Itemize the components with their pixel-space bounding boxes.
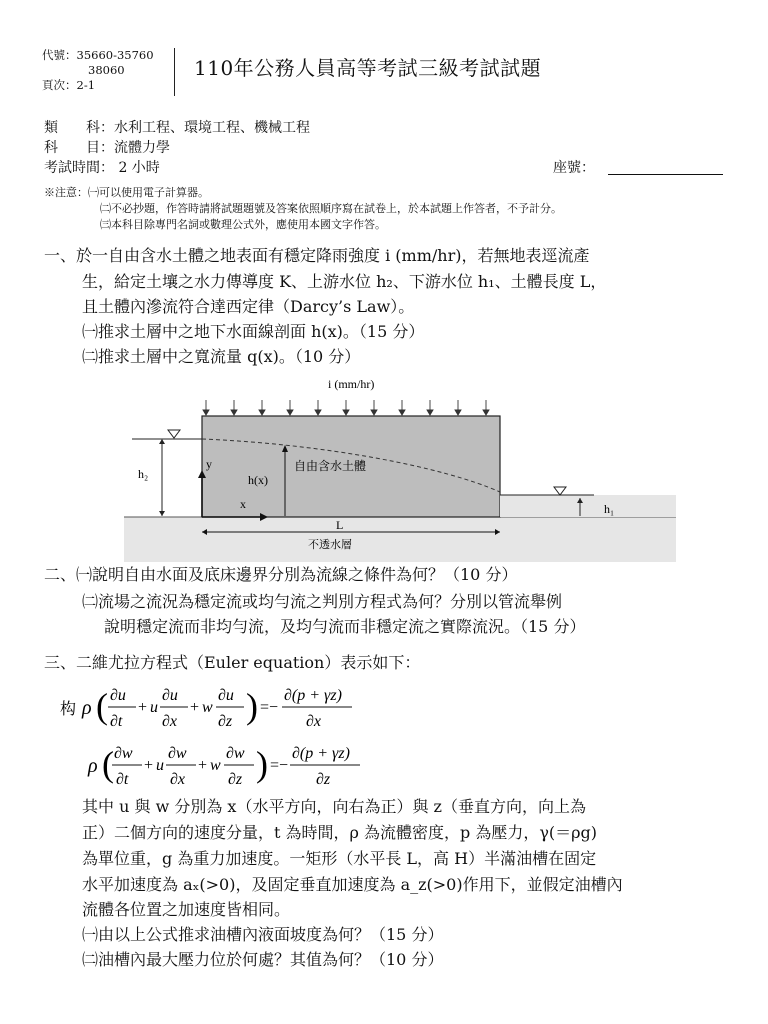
svg-text:∂u: ∂u	[110, 687, 126, 704]
svg-text:∂x: ∂x	[306, 713, 322, 730]
q3-line-5: 水平加速度為 aₓ(>0)，及固定垂直加速度為 a_z(>0)作用下，並假定油槽內	[82, 875, 623, 894]
q1-line-2: 生，給定土壤之水力傳導度 K、上游水位 h₂、下游水位 h₁、土體長度 L，	[82, 272, 607, 291]
exam-category: 類 科：水利工程、環境工程、機械工程	[44, 120, 310, 136]
exam-subject: 科 目：流體力學	[44, 140, 170, 156]
impermeable-label: 不透水層	[308, 538, 352, 551]
svg-text:∂u: ∂u	[218, 687, 234, 704]
svg-text:∂w: ∂w	[114, 745, 133, 762]
upstream-water-icon	[168, 430, 180, 438]
svg-text:ρ: ρ	[82, 697, 92, 719]
downstream-water-icon	[554, 487, 566, 495]
svg-text:(: (	[102, 744, 114, 784]
svg-text:(: (	[96, 686, 108, 726]
q3-line-3: 正）二個方向的速度分量，t 為時間，ρ 為流體密度，p 為壓力，γ(＝ρg)	[82, 823, 598, 842]
q3-line-1: 三、二維尤拉方程式（Euler equation）表示如下：	[44, 653, 421, 672]
length-label: L	[336, 518, 344, 532]
svg-text:): )	[246, 686, 258, 726]
q1-line-3: 且土體內滲流符合達西定律（Darcy’s Law）。	[82, 297, 415, 316]
q3-line-6: 流體各位置之加速度皆相同。	[82, 900, 291, 919]
svg-text:+: +	[144, 757, 154, 774]
q2-line-2: ㈡流場之流況為穩定流或均勻流之判別方程式為何？分別以管流舉例	[82, 592, 563, 611]
q1-line-1: 一、於一自由含水土體之地表面有穩定降雨強度 i (mm/hr)，若無地表逕流產	[44, 246, 590, 265]
svg-text:∂z: ∂z	[228, 771, 243, 788]
q3-sub-2: ㈡油槽內最大壓力位於何處？其值為何？（10 分）	[82, 950, 444, 969]
svg-text:∂(p + γz): ∂(p + γz)	[284, 687, 342, 704]
svg-text:∂u: ∂u	[162, 687, 178, 704]
exam-code: 代號：35660-35760	[42, 48, 154, 62]
q1-sub-2: ㈡推求土層中之寬流量 q(x)。（10 分）	[82, 347, 361, 366]
svg-text:w: w	[202, 699, 213, 716]
q2-line-1: 二、㈠說明自由水面及底床邊界分別為流線之條件為何？（10 分）	[44, 565, 518, 584]
svg-text:∂w: ∂w	[226, 745, 245, 762]
svg-text:): )	[256, 744, 268, 784]
euler-equation-z	[60, 738, 400, 798]
note-1: ※注意：㈠可以使用電子計算器。	[44, 186, 209, 199]
exam-code-extra: 38060	[88, 63, 125, 77]
svg-text:+: +	[198, 757, 208, 774]
svg-text:∂z: ∂z	[316, 771, 331, 788]
svg-text:∂t: ∂t	[110, 713, 123, 730]
h2-label: h₂	[138, 467, 149, 481]
soil-label: 自由含水土體	[294, 459, 367, 473]
note-3: ㈢本科目除專門名詞或數理公式外，應使用本國文字作答。	[100, 218, 386, 231]
y-axis-label: y	[206, 457, 212, 471]
svg-text:∂x: ∂x	[170, 771, 186, 788]
x-axis-label: x	[240, 497, 246, 511]
q3-line-2: 其中 u 與 w 分別為 x（水平方向，向右為正）與 z（垂直方向，向上為	[82, 797, 586, 816]
seat-number-label: 座號：	[553, 160, 595, 176]
q1-sub-1: ㈠推求土層中之地下水面線剖面 h(x)。（15 分）	[82, 322, 425, 341]
svg-text:=−: =−	[270, 757, 289, 774]
svg-text:u: u	[156, 757, 164, 774]
seat-number-field[interactable]	[608, 174, 723, 175]
q2-line-3: 說明穩定流而非均勻流，及均勻流而非穩定流之實際流況。（15 分）	[104, 617, 586, 636]
svg-text:w: w	[210, 757, 221, 774]
rain-label: i (mm/hr)	[328, 377, 375, 391]
hx-label: h(x)	[248, 473, 268, 487]
svg-text:∂(p + γz): ∂(p + γz)	[292, 745, 350, 762]
page-number: 頁次：2-1	[42, 78, 96, 92]
svg-text:u: u	[150, 699, 158, 716]
svg-text:∂t: ∂t	[116, 771, 129, 788]
svg-text:+: +	[138, 699, 148, 716]
rain-arrows	[203, 400, 489, 415]
euler-equation-x	[60, 680, 400, 740]
svg-text:ρ: ρ	[88, 755, 98, 777]
svg-text:∂z: ∂z	[218, 713, 233, 730]
seepage-diagram	[124, 372, 676, 562]
h1-label: h₁	[604, 502, 615, 516]
q3-line-4: 為單位重，g 為重力加速度。一矩形（水平長 L，高 H）半滿油槽在固定	[82, 849, 597, 868]
note-2: ㈡不必抄題，作答時請將試題題號及答案依照順序寫在試卷上，於本試題上作答者，不予計分。	[100, 202, 562, 215]
svg-text:∂w: ∂w	[168, 745, 187, 762]
exam-time: 考試時間： 2 小時	[44, 160, 160, 176]
exam-code-box	[42, 48, 175, 96]
page-title: 110年公務人員高等考試三級考試試題	[194, 56, 542, 80]
equation-prefix: 构	[60, 701, 77, 718]
svg-text:=−: =−	[260, 699, 279, 716]
impermeable-layer	[124, 517, 676, 562]
q3-sub-1: ㈠由以上公式推求油槽內液面坡度為何？（15 分）	[82, 925, 444, 944]
svg-text:∂x: ∂x	[162, 713, 178, 730]
svg-text:+: +	[190, 699, 200, 716]
